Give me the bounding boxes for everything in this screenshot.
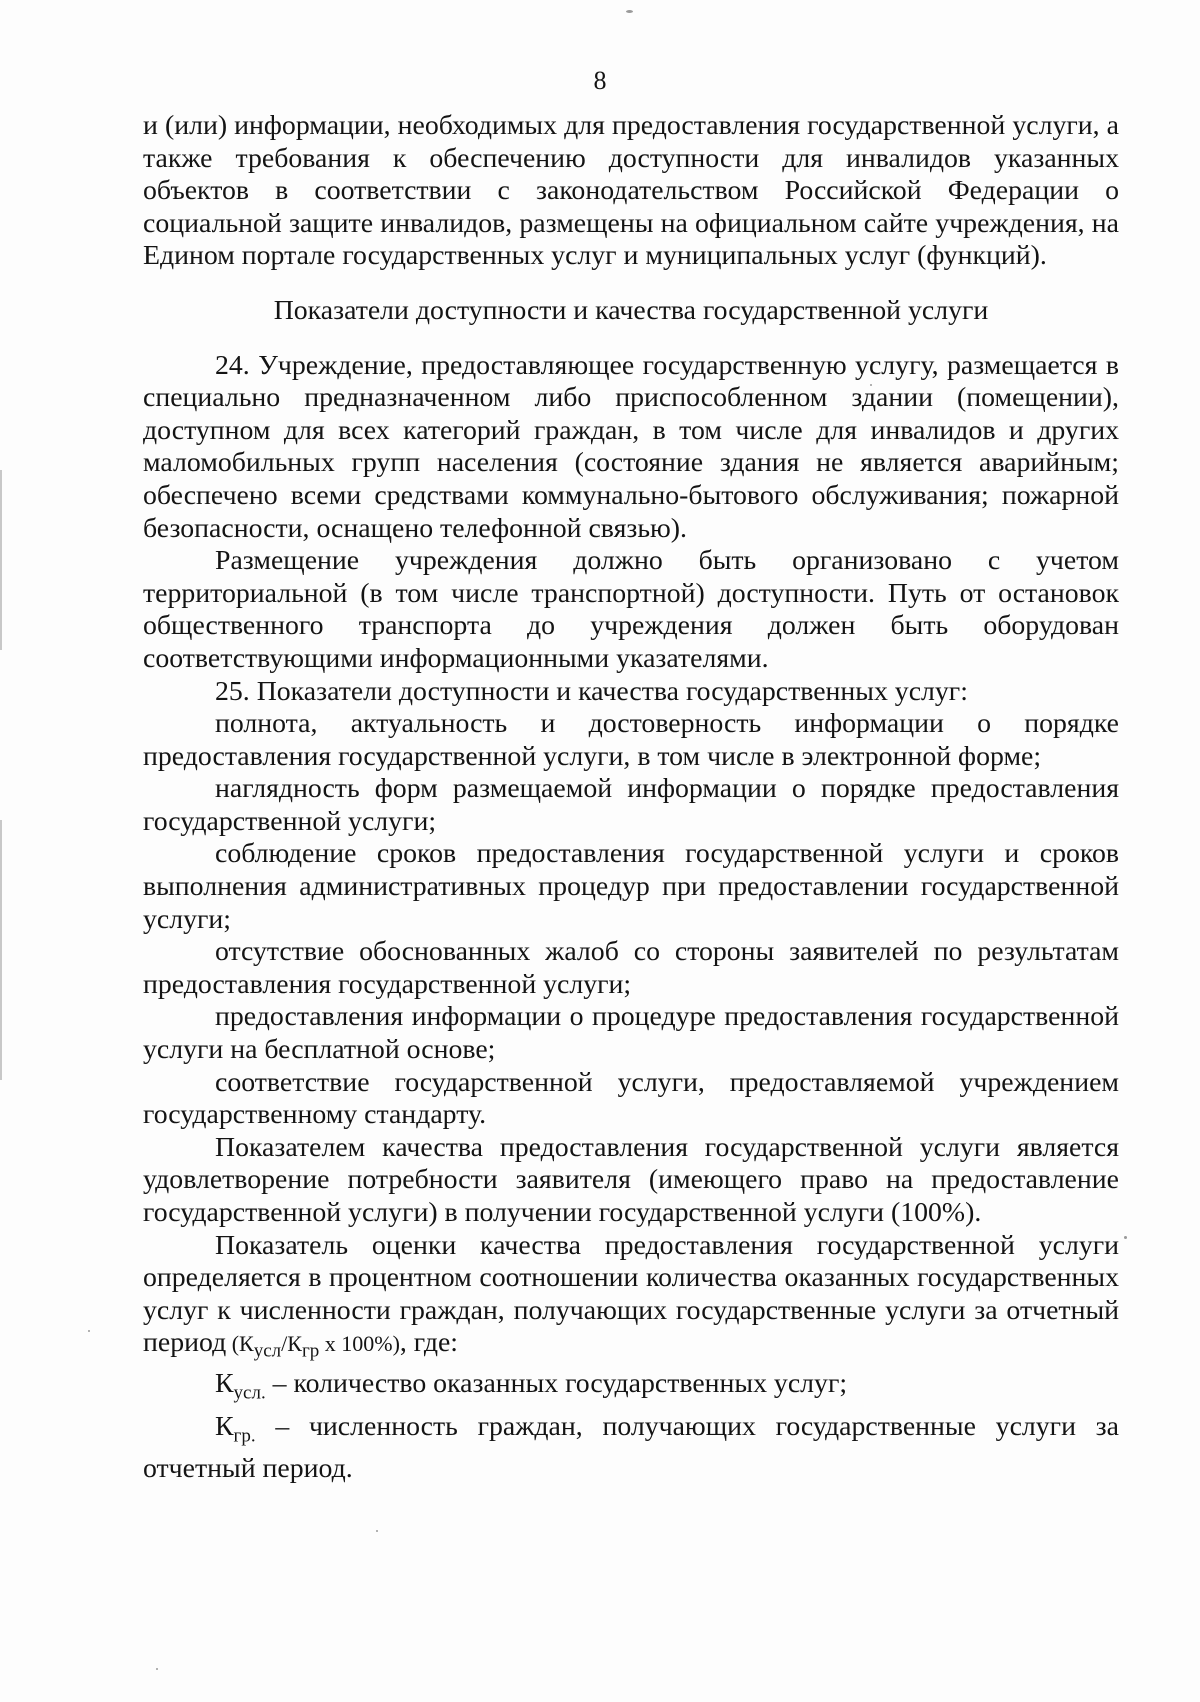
assessment-text: Показатель оценки качества предоставления государственной услуги определяется в процентном соотношении количества оказанных государственных услуг к численности граждан, получающих государственные услуги за отчетный период (143, 1229, 1119, 1359)
scan-edge-mark (0, 470, 2, 650)
definition-text: – численность граждан, получающих государственные услуги за отчетный период. (143, 1410, 1119, 1484)
page-number: 8 (593, 66, 607, 95)
paragraph-quality-assessment: Показатель оценки качества предоставления государственной услуги определяется в процентном соотношении количества оказанных государственных услуг к численности граждан, получающих государственные услуги за отчетный период ($К_{усл}/К_{гр}$ х 100%), где: (143, 1229, 1119, 1362)
scan-edge-mark (0, 820, 2, 1080)
indicator-item: соответствие государственной услуги, предоставляемой учреждением государственному стандарту. (143, 1066, 1119, 1131)
scan-speck (1124, 1236, 1127, 1239)
definition-text: – количество оказанных государственных услуг; (265, 1368, 848, 1400)
definition-subscript: гр. (233, 1425, 256, 1447)
paragraph-placement: Размещение учреждения должно быть организовано с учетом территориальной (в том числе транспортной) доступности. Путь от остановок общественного транспорта до учреждения должен быть оборудован соответствующими информационными указателями. (143, 545, 1119, 674)
definition-symbol: К (215, 1410, 234, 1442)
paragraph-24: 24. Учреждение, предоставляющее государственную услугу, размещается в специально предназначенном либо приспособленном здании (помещении), доступном для всех категорий граждан, в том числе для инвалидов и других маломобильных групп населения (состояние здания не является аварийным; обеспечено всеми средствами коммунально-бытового обслуживания; пожарной безопасности, оснащено телефонной связью). (143, 349, 1119, 544)
indicator-item: отсутствие обоснованных жалоб со стороны заявителей по результатам предоставления государственной услуги; (143, 936, 1119, 1000)
definition-subscript: усл. (233, 1382, 266, 1404)
section-heading: Показатели доступности и качества государственной услуги (273, 294, 989, 326)
scan-speck (376, 1530, 378, 1532)
definition-symbol: К (215, 1368, 234, 1400)
indicator-item: полнота, актуальность и достоверность информации о порядке предоставления государственной услуги, в том числе в электронной форме; (143, 708, 1119, 772)
formula: ($К_{усл}/К_{гр}$ х 100%) (226, 1331, 400, 1362)
paragraph-25: 25. Показатели доступности и качества государственных услуг: (215, 675, 968, 707)
paragraph-continuation: и (или) информации, необходимых для предоставления государственной услуги, а также требования к обеспечению доступности для инвалидов указанных объектов в соответствии с законодательством Российской Федерации о социальной защите инвалидов, размещены на официальном сайте учреждения, на Едином портале государственных услуг и муниципальных услуг (функций). (143, 110, 1119, 272)
paragraph-quality-indicator: Показателем качества предоставления государственной услуги является удовлетворение потребности заявителя (имеющего право на предоставление государственной услуги) в получении государственной услуги (100%). (143, 1131, 1119, 1228)
definition-k-gr (143, 1411, 1119, 1486)
definition-k-usl (143, 1368, 1119, 1410)
scan-speck (156, 1668, 158, 1670)
indicator-item: наглядность форм размещаемой информации о порядке предоставления государственной услуги; (143, 773, 1119, 837)
scan-speck (626, 10, 633, 13)
indicator-item: соблюдение сроков предоставления государственной услуги и сроков выполнения административных процедур при предоставлении государственной услуги; (143, 838, 1119, 935)
document-body (143, 110, 1119, 1485)
scan-speck (88, 1330, 90, 1332)
indicator-item: предоставления информации о процедуре предоставления государственной услуги на бесплатной основе; (143, 1001, 1119, 1066)
